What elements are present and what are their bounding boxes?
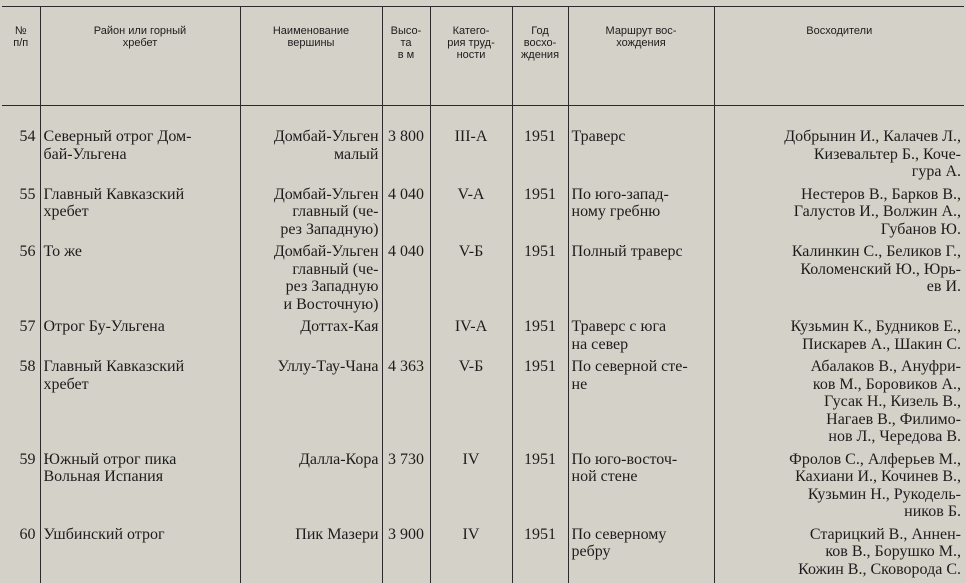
text-line: Район или горный [94, 25, 186, 37]
text-line: То же [44, 243, 83, 260]
cell-category: IV [430, 451, 512, 526]
text-line: По северной сте- [572, 358, 688, 375]
cell-region [40, 186, 240, 244]
cell-year: 1951 [512, 526, 568, 583]
table-row [2, 318, 964, 358]
text-line: Гусак Н., Кизель В., [824, 393, 961, 410]
text-line: не [572, 376, 588, 393]
text-line: Катего- [453, 25, 490, 37]
text-line: Восходители [806, 25, 872, 37]
table-row [2, 526, 964, 583]
cell-peak [240, 358, 382, 451]
text-line: ному гребню [572, 203, 661, 220]
text-line: По юго-запад- [572, 186, 669, 203]
header-num [2, 7, 40, 106]
header-category [430, 7, 512, 106]
cell-num: 60 [2, 526, 40, 583]
text-line: хребет [123, 37, 158, 49]
cell-route [568, 243, 714, 318]
cell-category: V-Б [430, 358, 512, 451]
text-line: ев И. [927, 278, 961, 295]
text-line: Главный Кавказский [44, 186, 185, 203]
text-line: Маршрут вос- [606, 25, 677, 37]
text-line: Кожин В., Сковорода С. [798, 561, 961, 578]
text-line: Добрынин И., Калачев Л., [784, 128, 961, 145]
spacer-row [2, 106, 964, 129]
cell-height: 4 040 [382, 243, 430, 318]
text-line: Кузьмин Н., Рукодель- [808, 486, 961, 503]
text-line: Губанов Ю. [881, 221, 961, 238]
text-line: Траверс с юга [572, 318, 667, 335]
text-line: малый [334, 146, 379, 163]
cell-climbers [714, 358, 964, 451]
cell-route [568, 451, 714, 526]
text-line: восхо- [524, 37, 557, 49]
header-year [512, 7, 568, 106]
text-line: главный (че- [292, 203, 378, 220]
text-line: Старицкий В., Аннен- [810, 526, 961, 543]
text-line: ников Б. [904, 503, 961, 520]
cell-height: 3 730 [382, 451, 430, 526]
text-line: Домбай-Ульген [274, 128, 379, 145]
cell-height: 4 040 [382, 186, 430, 244]
text-line: Коломенский Ю., Юрь- [800, 261, 961, 278]
text-line: ной стене [572, 468, 638, 485]
cell-route [568, 128, 714, 186]
cell-peak [240, 128, 382, 186]
cell-peak [240, 186, 382, 244]
cell-peak [240, 526, 382, 583]
text-line: Северный отрог Дом- [44, 128, 192, 145]
text-line: бай-Ульгена [44, 146, 127, 163]
text-line: ждения [521, 49, 559, 61]
text-line: в м [398, 49, 414, 61]
cell-category: III-А [430, 128, 512, 186]
text-line: Вольная Испания [44, 468, 164, 485]
cell-climbers [714, 186, 964, 244]
text-line: нов Л., Чередова В. [828, 428, 961, 445]
text-line: Домбай-Ульген [274, 243, 379, 260]
text-line: хребет [44, 203, 89, 220]
cell-climbers [714, 128, 964, 186]
cell-num: 55 [2, 186, 40, 244]
table-row [2, 186, 964, 244]
cell-region [40, 318, 240, 358]
cell-region [40, 243, 240, 318]
cell-year: 1951 [512, 186, 568, 244]
cell-peak [240, 243, 382, 318]
text-line: Траверс [572, 128, 626, 145]
cell-num: 59 [2, 451, 40, 526]
cell-route [568, 358, 714, 451]
cell-height: 4 363 [382, 358, 430, 451]
header-peak [240, 7, 382, 106]
text-line: Южный отрог пика [44, 451, 177, 468]
text-line: рез Западную) [280, 221, 378, 238]
cell-route [568, 186, 714, 244]
text-line: ребру [572, 543, 611, 560]
text-line: рез Западную [286, 278, 379, 295]
header-route [568, 7, 714, 106]
text-line: Ушбинский отрог [44, 526, 165, 543]
cell-route [568, 318, 714, 358]
text-line: Пик Мазери [295, 526, 378, 543]
text-line: п/п [13, 37, 28, 49]
cell-num: 57 [2, 318, 40, 358]
cell-year: 1951 [512, 358, 568, 451]
cell-year: 1951 [512, 451, 568, 526]
text-line: Полный траверс [572, 243, 683, 260]
cell-year: 1951 [512, 318, 568, 358]
cell-climbers [714, 243, 964, 318]
text-line: та [400, 37, 411, 49]
text-line: Кахиани И., Кочинев В., [795, 468, 961, 485]
header-row [2, 7, 964, 106]
cell-height: 3 900 [382, 526, 430, 583]
text-line: главный (че- [292, 261, 378, 278]
text-line: Галустов И., Волжин А., [794, 203, 961, 220]
cell-num: 54 [2, 128, 40, 186]
text-line: Главный Кавказский [44, 358, 185, 375]
text-line: Высо- [391, 25, 422, 37]
cell-category: V-Б [430, 243, 512, 318]
cell-category: V-А [430, 186, 512, 244]
table-row [2, 128, 964, 186]
text-line: хождения [616, 37, 665, 49]
text-line: Отрог Бу-Ульгена [44, 318, 165, 335]
cell-category: IV [430, 526, 512, 583]
header-region [40, 7, 240, 106]
cell-climbers [714, 451, 964, 526]
table-row [2, 451, 964, 526]
text-line: Уллу-Тау-Чана [278, 358, 379, 375]
text-line: на север [572, 336, 629, 353]
text-line: Пискарев А., Шакин С. [802, 336, 961, 353]
cell-route [568, 526, 714, 583]
cell-year: 1951 [512, 128, 568, 186]
cell-region [40, 526, 240, 583]
text-line: По северному [572, 526, 667, 543]
text-line: ков В., Борушко М., [825, 543, 961, 560]
text-line: Абалаков В., Ануфри- [811, 358, 961, 375]
text-line: По юго-восточ- [572, 451, 678, 468]
table-row [2, 243, 964, 318]
header-climbers [714, 7, 964, 106]
text-line: вершины [288, 37, 335, 49]
cell-peak [240, 318, 382, 358]
cell-climbers [714, 526, 964, 583]
text-line: Далла-Кора [299, 451, 379, 468]
cell-height [382, 318, 430, 358]
cell-peak [240, 451, 382, 526]
text-line: Кизевальтер Б., Коче- [814, 146, 961, 163]
cell-num: 56 [2, 243, 40, 318]
cell-height: 3 800 [382, 128, 430, 186]
text-line: и Восточную) [284, 296, 379, 313]
cell-region [40, 128, 240, 186]
ascents-table [2, 6, 964, 583]
text-line: Нагаев В., Филимо- [826, 411, 961, 428]
text-line: Год [531, 25, 549, 37]
cell-num: 58 [2, 358, 40, 451]
cell-region [40, 451, 240, 526]
text-line: Кузьмин К., Будников Е., [791, 318, 961, 335]
text-line: гура А. [912, 163, 961, 180]
header-height [382, 7, 430, 106]
cell-year: 1951 [512, 243, 568, 318]
text-line: Наименование [273, 25, 349, 37]
text-line: рия труд- [447, 37, 495, 49]
table-row [2, 358, 964, 451]
text-line: Калинкин С., Беликов Г., [792, 243, 961, 260]
text-line: Домбай-Ульген [274, 186, 379, 203]
text-line: Нестеров В., Барков В., [801, 186, 961, 203]
cell-category: IV-А [430, 318, 512, 358]
text-line: Фролов С., Алферьев М., [789, 451, 961, 468]
cell-region [40, 358, 240, 451]
text-line: ности [457, 49, 486, 61]
text-line: Доттах-Кая [300, 318, 378, 335]
text-line: ков М., Боровиков А., [813, 376, 961, 393]
text-line: хребет [44, 376, 89, 393]
text-line: № [15, 25, 27, 37]
cell-climbers [714, 318, 964, 358]
